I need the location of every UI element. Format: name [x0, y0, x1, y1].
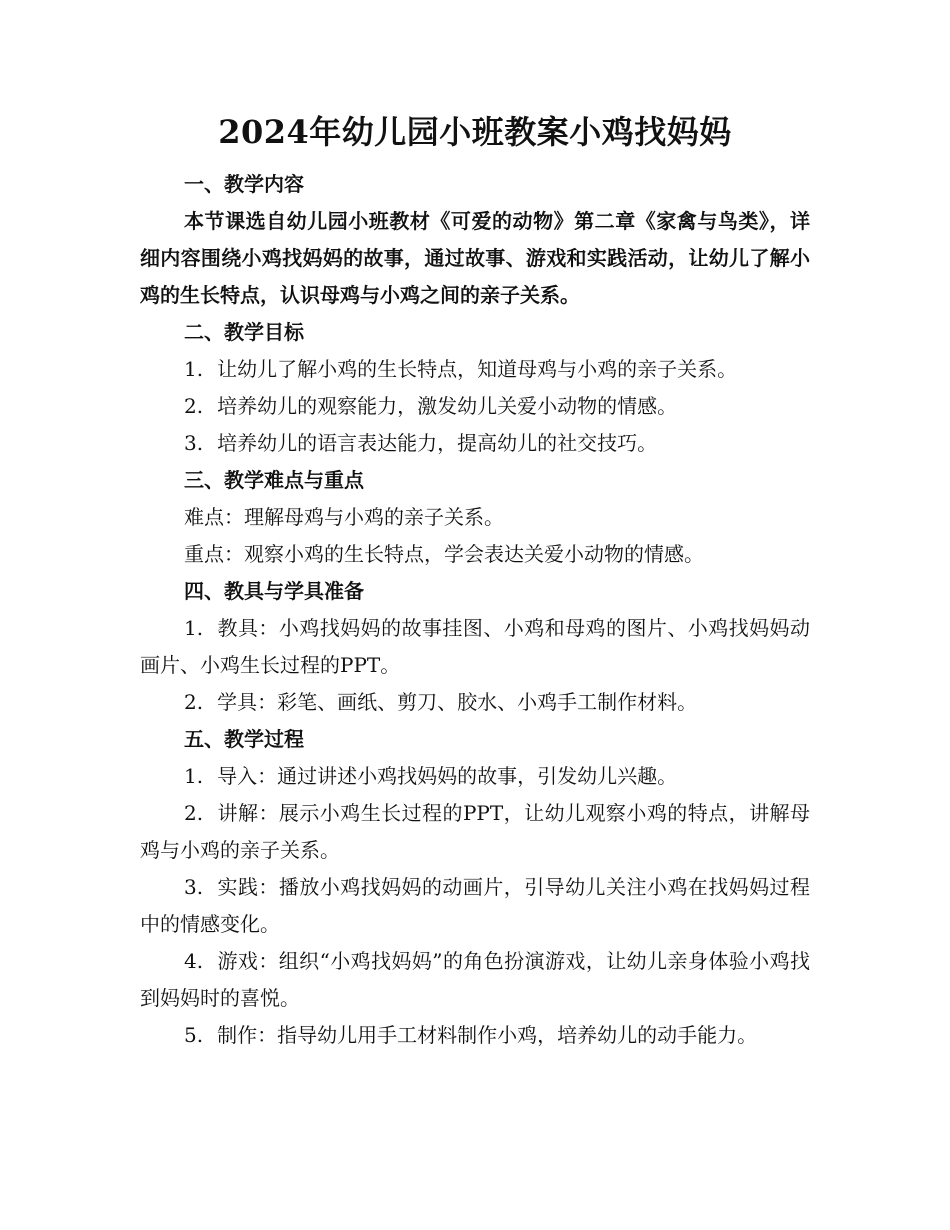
- goal-item: [140, 425, 810, 462]
- difficulty-text: 难点：理解母鸡与小鸡的亲子关系。: [184, 505, 504, 529]
- material-item-number: 1.: [184, 616, 204, 640]
- process-item-number: 5.: [184, 1023, 204, 1047]
- section-content-paragraph: 本节课选自幼儿园小班教材《可爱的动物》第二章《家禽与鸟类》，详细内容围绕小鸡找妈妈的故事，通过故事、游戏和实践活动，让幼儿了解小鸡的生长特点，认识母鸡与小鸡之间的亲子关系。: [140, 209, 810, 307]
- section-heading-goals: 二、教学目标: [184, 320, 304, 344]
- process-item-text: 讲解：展示小鸡生长过程的PPT，让幼儿观察小鸡的特点，讲解母鸡与小鸡的亲子关系。: [140, 801, 810, 862]
- section-heading-process: 五、教学过程: [184, 727, 304, 751]
- goal-item-text: 培养幼儿的观察能力，激发幼儿关爱小动物的情感。: [217, 394, 678, 418]
- goal-item-number: 2.: [184, 394, 204, 418]
- process-item: [140, 758, 810, 795]
- process-item-text: 实践：播放小鸡找妈妈的动画片，引导幼儿关注小鸡在找妈妈过程中的情感变化。: [140, 875, 810, 936]
- section-heading-content: 一、教学内容: [184, 172, 304, 196]
- process-item: [140, 869, 810, 943]
- goal-item-number: 3.: [184, 431, 204, 455]
- process-item-number: 1.: [184, 764, 204, 788]
- process-item-number: 2.: [184, 801, 204, 825]
- material-item: [140, 684, 810, 721]
- process-item: [140, 795, 810, 869]
- process-item-number: 4.: [184, 949, 204, 973]
- material-item-text: 学具：彩笔、画纸、剪刀、胶水、小鸡手工制作材料。: [217, 690, 698, 714]
- document-title: 2024年幼儿园小班教案小鸡找妈妈: [218, 113, 732, 151]
- process-item-text: 导入：通过讲述小鸡找妈妈的故事，引发幼儿兴趣。: [217, 764, 678, 788]
- process-item-number: 3.: [184, 875, 204, 899]
- section-heading-materials: 四、教具与学具准备: [184, 579, 364, 603]
- goal-item-number: 1.: [184, 357, 204, 381]
- material-item-text: 教具：小鸡找妈妈的故事挂图、小鸡和母鸡的图片、小鸡找妈妈动画片、小鸡生长过程的PPT。: [140, 616, 810, 677]
- goal-item-text: 培养幼儿的语言表达能力，提高幼儿的社交技巧。: [217, 431, 658, 455]
- process-item: [140, 1017, 810, 1054]
- section-heading-key-points: 三、教学难点与重点: [184, 468, 364, 492]
- process-item-text: 制作：指导幼儿用手工材料制作小鸡，培养幼儿的动手能力。: [217, 1023, 758, 1047]
- process-item-text: 游戏：组织“小鸡找妈妈”的角色扮演游戏，让幼儿亲身体验小鸡找到妈妈时的喜悦。: [140, 949, 810, 1010]
- goal-item-text: 让幼儿了解小鸡的生长特点，知道母鸡与小鸡的亲子关系。: [217, 357, 738, 381]
- material-item-number: 2.: [184, 690, 204, 714]
- key-point-text: 重点：观察小鸡的生长特点，学会表达关爱小动物的情感。: [184, 542, 704, 566]
- material-item: [140, 610, 810, 684]
- process-item: [140, 943, 810, 1017]
- goal-item: [140, 351, 810, 388]
- goal-item: [140, 388, 810, 425]
